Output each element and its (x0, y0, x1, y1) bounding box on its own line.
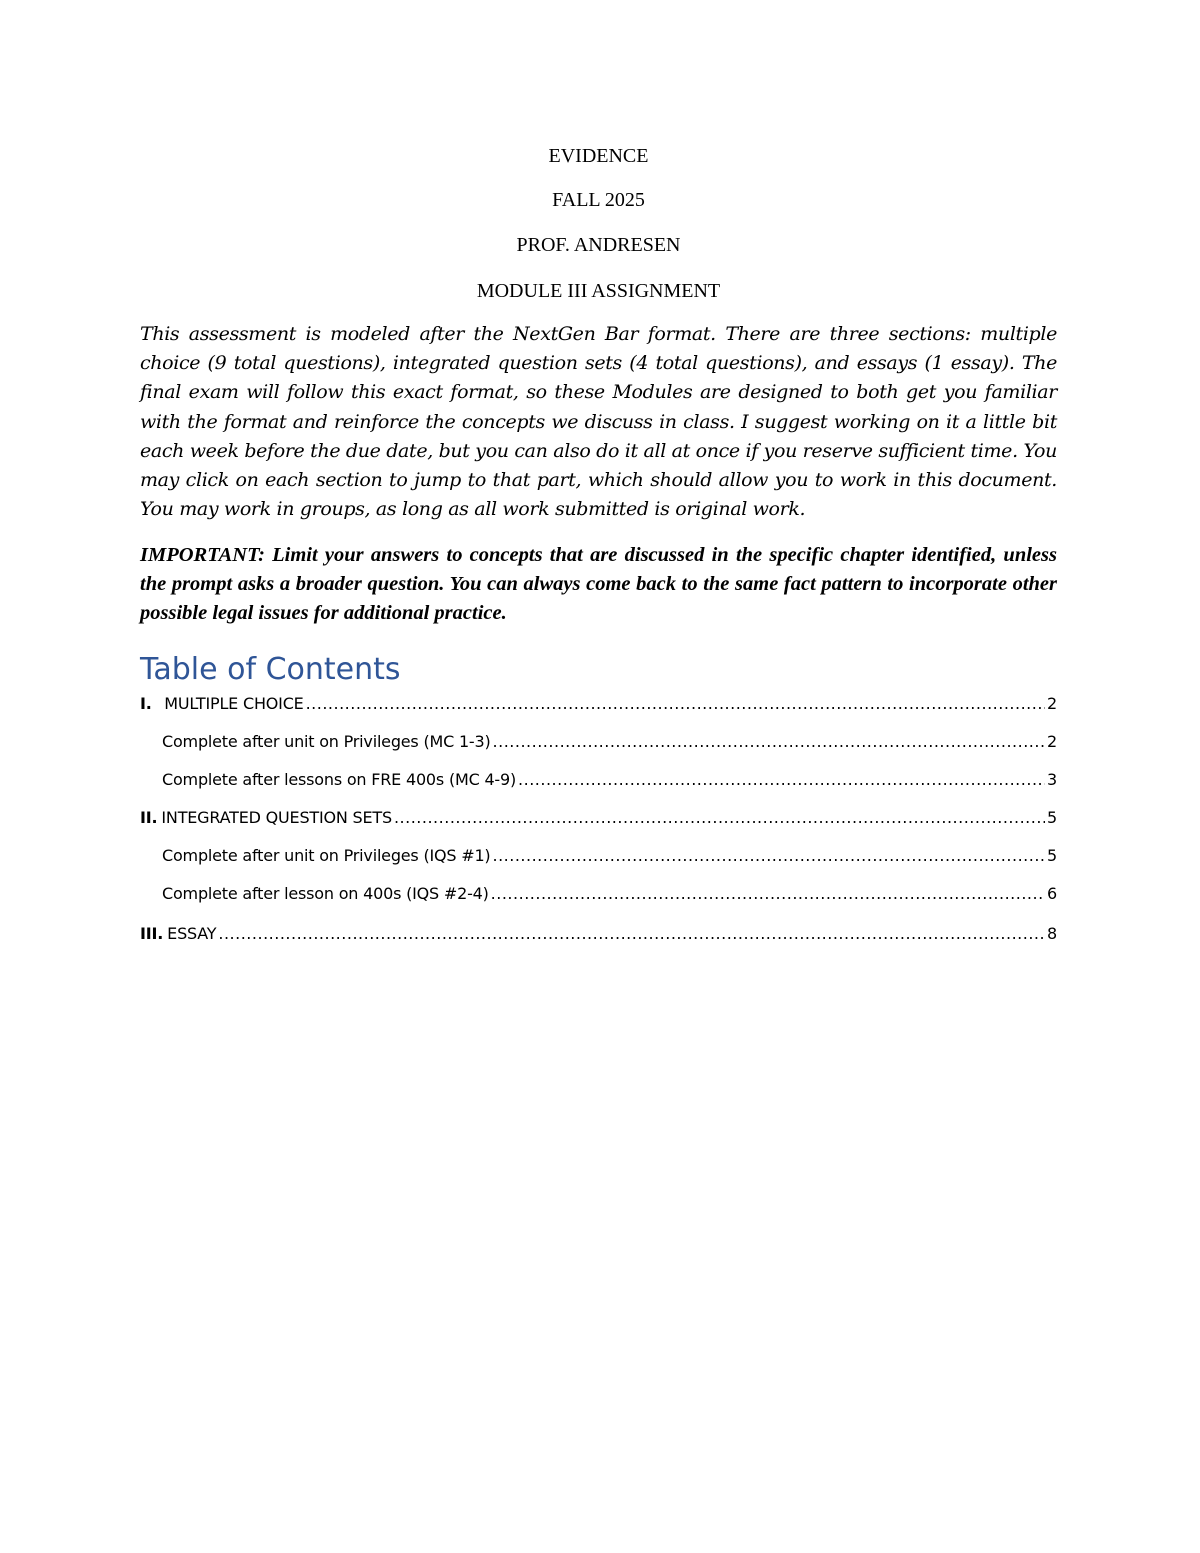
toc-entry-label: Complete after unit on Privileges (MC 1-3) (162, 732, 491, 751)
toc-dot-leader (491, 884, 1045, 903)
toc-entry-multiple-choice[interactable] (140, 694, 1057, 718)
toc-dot-leader (394, 808, 1045, 827)
toc-entry-mc-fre-400s[interactable] (140, 770, 1057, 794)
important-paragraph: IMPORTANT: Limit your answers to concepts that are discussed in the specific chapter identified, unless the prompt asks a broader question. You can always come back to the same fact pattern to incorporate other possible legal issues for additional practice. (140, 544, 1057, 624)
toc-entry-page: 3 (1047, 770, 1057, 789)
toc-entry-label: Complete after unit on Privileges (IQS #1) (162, 846, 491, 865)
toc-entry-essay[interactable] (140, 924, 1057, 948)
toc-entry-label: MULTIPLE CHOICE (164, 694, 304, 713)
toc-entry-iqs-privileges[interactable] (140, 846, 1057, 870)
intro-paragraph: This assessment is modeled after the NextGen Bar format. There are three sections: multiple choice (9 total questions), integrated question sets (4 total questions), and essays (1 essay). The final exam will follow this exact format, so these Modules are designed to both get you familiar with the format and reinforce the concepts we discuss in class. I suggest working on it a little bit each week before the due date, but you can also do it all at once if you reserve sufficient time. You may click on each section to jump to that part, which should allow you to work in this document. You may work in groups, as long as all work submitted is original work. (140, 323, 1057, 521)
toc-entry-page: 5 (1047, 808, 1057, 827)
toc-dot-leader (493, 732, 1045, 751)
toc-entry-number: I. (140, 694, 152, 713)
toc-entry-page: 5 (1047, 846, 1057, 865)
toc-entry-page: 2 (1047, 732, 1057, 751)
toc-entry-page: 8 (1047, 924, 1057, 943)
toc-dot-leader (518, 770, 1045, 789)
toc-heading: Table of Contents (140, 652, 401, 687)
toc-entry-label: Complete after lesson on 400s (IQS #2-4) (162, 884, 489, 903)
toc-entry-number: III. (140, 924, 164, 943)
toc-entry-integrated-question-sets[interactable] (140, 808, 1057, 832)
toc-entry-mc-privileges[interactable] (140, 732, 1057, 756)
course-title: EVIDENCE (548, 145, 649, 167)
toc-entry-page: 6 (1047, 884, 1057, 903)
toc-entry-label: ESSAY (167, 924, 217, 943)
toc-entry-iqs-400s[interactable] (140, 884, 1057, 908)
toc-entry-label: INTEGRATED QUESTION SETS (161, 808, 392, 827)
professor-title: PROF. ANDRESEN (516, 234, 681, 256)
toc-dot-leader (218, 924, 1045, 943)
toc-dot-leader (306, 694, 1045, 713)
term-title: FALL 2025 (552, 189, 645, 211)
toc-dot-leader (492, 846, 1045, 865)
assignment-title: MODULE III ASSIGNMENT (476, 280, 721, 302)
toc-entry-number: II. (140, 808, 158, 827)
toc-entry-label: Complete after lessons on FRE 400s (MC 4-9) (162, 770, 517, 789)
toc-entry-page: 2 (1047, 694, 1057, 713)
